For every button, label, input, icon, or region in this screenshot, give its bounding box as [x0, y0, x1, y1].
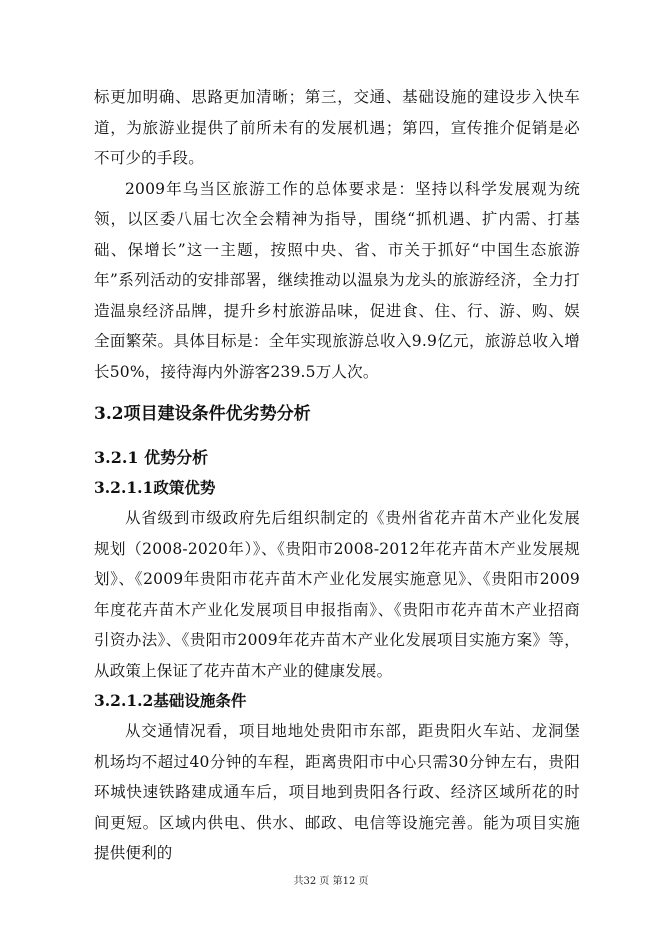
- paragraph-tourism-requirements: 2009年乌当区旅游工作的总体要求是：坚持以科学发展观为统领，以区委八届七次全会精神为指导，围绕“抓机遇、扩内需、打基础、保增长”这一主题，按照中央、省、市关于抓好“中国生态旅游年”系列活动的安排部署，继续推动以温泉为龙头的旅游经济，全力打造温泉经济品牌，提升乡村旅游品味，促进食、住、行、游、购、娱全面繁荣。具体目标是：全年实现旅游总收入9.9亿元，旅游总收入增长50%，接待海内外游客239.5万人次。: [94, 179, 580, 381]
- section-heading-3-2-1: 3.2.1 优势分析: [94, 448, 209, 467]
- paragraph-infrastructure: 从交通情况看，项目地地处贵阳市东部，距贵阳火车站、龙洞堡机场均不超过40分钟的车程，距离贵阳市中心只需30分钟左右，贵阳环城快速铁路建成通车后，项目地到贵阳各行政、经济区域所花的时间更短。区域内供电、供水、邮政、电信等设施完善。能为项目实施提供便利的: [94, 722, 580, 862]
- section-heading-3-2: 3.2项目建设条件优劣势分析: [94, 404, 311, 424]
- section-heading-3-2-1-2: 3.2.1.2基础设施条件: [94, 691, 247, 710]
- paragraph-continued: 标更加明确、思路更加清晰；第三，交通、基础设施的建设步入快车道，为旅游业提供了前所未有的发展机遇；第四，宣传推介促销是必不可少的手段。: [94, 88, 580, 167]
- section-heading-3-2-1-1: 3.2.1.1政策优势: [94, 478, 216, 497]
- paragraph-policy-advantage: 从省级到市级政府先后组织制定的《贵州省花卉苗木产业化发展规划（2008-2020年）》、《贵阳市2008-2012年花卉苗木产业发展规划》、《2009年贵阳市花卉苗木产业化发展实施意见》、《贵阳市2009年度花卉苗木产业化发展项目申报指南》、《贵阳市花卉苗木产业招商引资办法》、《贵阳市2009年花卉苗木产业化发展项目实施方案》等，从政策上保证了花卉苗木产业的健康发展。: [94, 509, 580, 680]
- page-number: 共32 页 第12 页: [293, 876, 369, 887]
- page-footer: [0, 872, 662, 887]
- document-body: [94, 82, 580, 869]
